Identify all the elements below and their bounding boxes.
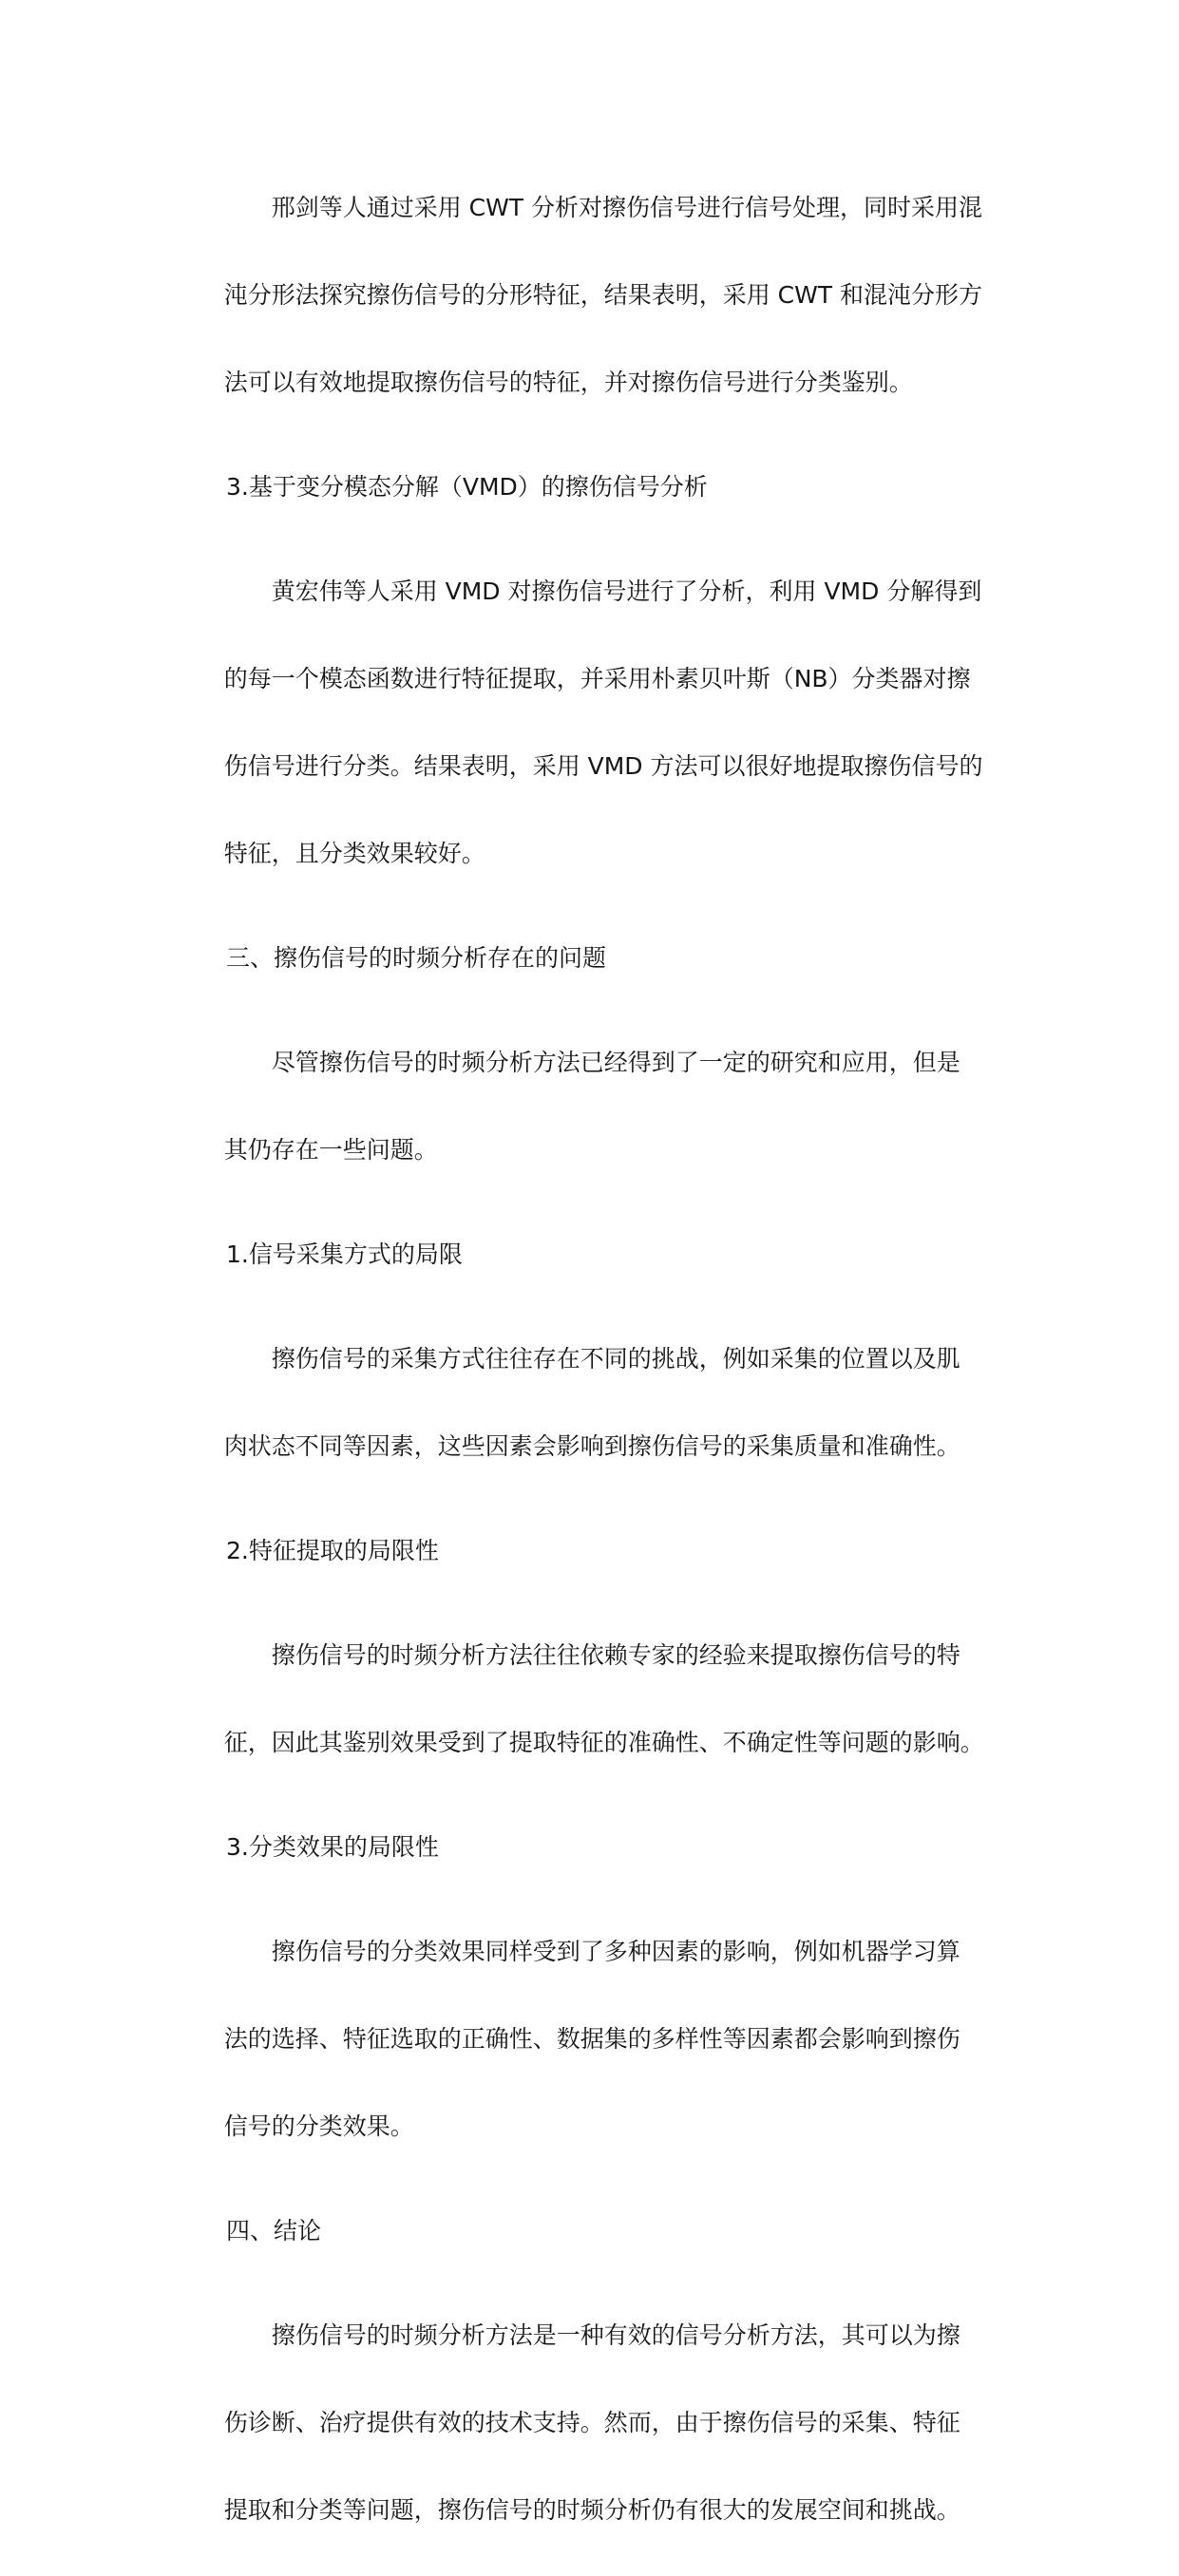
paragraph-line: 尽管擦伤信号的时频分析方法已经得到了一定的研究和应用，但是 [223, 1049, 960, 1076]
paragraph-classification [179, 1886, 1015, 2192]
paragraph-cwt-chaos [179, 142, 1015, 448]
paragraph-line: 法的选择、特征选取的正确性、数据集的多样性等因素都会影响到擦伤 [223, 2025, 960, 2053]
paragraph-line: 特征，且分类效果较好。 [223, 840, 485, 867]
heading-conclusion: 四、结论 [179, 2217, 322, 2245]
paragraph-line: 擦伤信号的时频分析方法往往依赖专家的经验来提取擦伤信号的特 [223, 1641, 960, 1669]
paragraph-line: 伤诊断、治疗提供有效的技术支持。然而，由于擦伤信号的采集、特征 [223, 2409, 960, 2436]
paragraph-conclusion [179, 2270, 1015, 2576]
paragraph-line: 邢剑等人通过采用 CWT 分析对擦伤信号进行信号处理，同时采用混 [223, 194, 983, 221]
paragraph-line: 擦伤信号的时频分析方法是一种有效的信号分析方法，其可以为擦 [223, 2321, 960, 2349]
heading-acquisition-limit: 1.信号采集方式的局限 [179, 1241, 463, 1268]
paragraph-line: 信号的分类效果。 [223, 2112, 414, 2140]
paragraph-line: 擦伤信号的分类效果同样受到了多种因素的影响，例如机器学习算 [223, 1938, 960, 1965]
document-body [179, 142, 1015, 2576]
paragraph-line: 提取和分类等问题，擦伤信号的时频分析仍有很大的发展空间和挑战。 [223, 2496, 960, 2524]
paragraph-line: 伤信号进行分类。结果表明，采用 VMD 方法可以很好地提取擦伤信号的 [223, 752, 983, 780]
paragraph-line: 法可以有效地提取擦伤信号的特征，并对擦伤信号进行分类鉴别。 [223, 369, 913, 396]
paragraph-problems-intro [179, 997, 1015, 1216]
paragraph-line: 黄宏伟等人采用 VMD 对擦伤信号进行了分析，利用 VMD 分解得到 [223, 578, 982, 605]
heading-vmd-analysis: 3.基于变分模态分解（VMD）的擦伤信号分析 [179, 473, 708, 501]
heading-feature-limit: 2.特征提取的局限性 [179, 1537, 439, 1564]
heading-classification-limit: 3.分类效果的局限性 [179, 1833, 439, 1861]
paragraph-line: 肉状态不同等因素，这些因素会影响到擦伤信号的采集质量和准确性。 [223, 1432, 960, 1460]
paragraph-line: 沌分形法探究擦伤信号的分形特征，结果表明，采用 CWT 和混沌分形方 [223, 281, 983, 309]
paragraph-line: 其仍存在一些问题。 [223, 1136, 438, 1164]
paragraph-acquisition [179, 1294, 1015, 1512]
paragraph-line: 的每一个模态函数进行特征提取，并采用朴素贝叶斯（NB）分类器对擦 [223, 665, 971, 692]
paragraph-vmd [179, 526, 1015, 919]
paragraph-line: 擦伤信号的采集方式往往存在不同的挑战，例如采集的位置以及肌 [223, 1345, 960, 1373]
paragraph-line: 征，因此其鉴别效果受到了提取特征的准确性、不确定性等问题的影响。 [223, 1729, 984, 1756]
paragraph-feature [179, 1590, 1015, 1809]
heading-section-three: 三、擦伤信号的时频分析存在的问题 [179, 944, 607, 972]
